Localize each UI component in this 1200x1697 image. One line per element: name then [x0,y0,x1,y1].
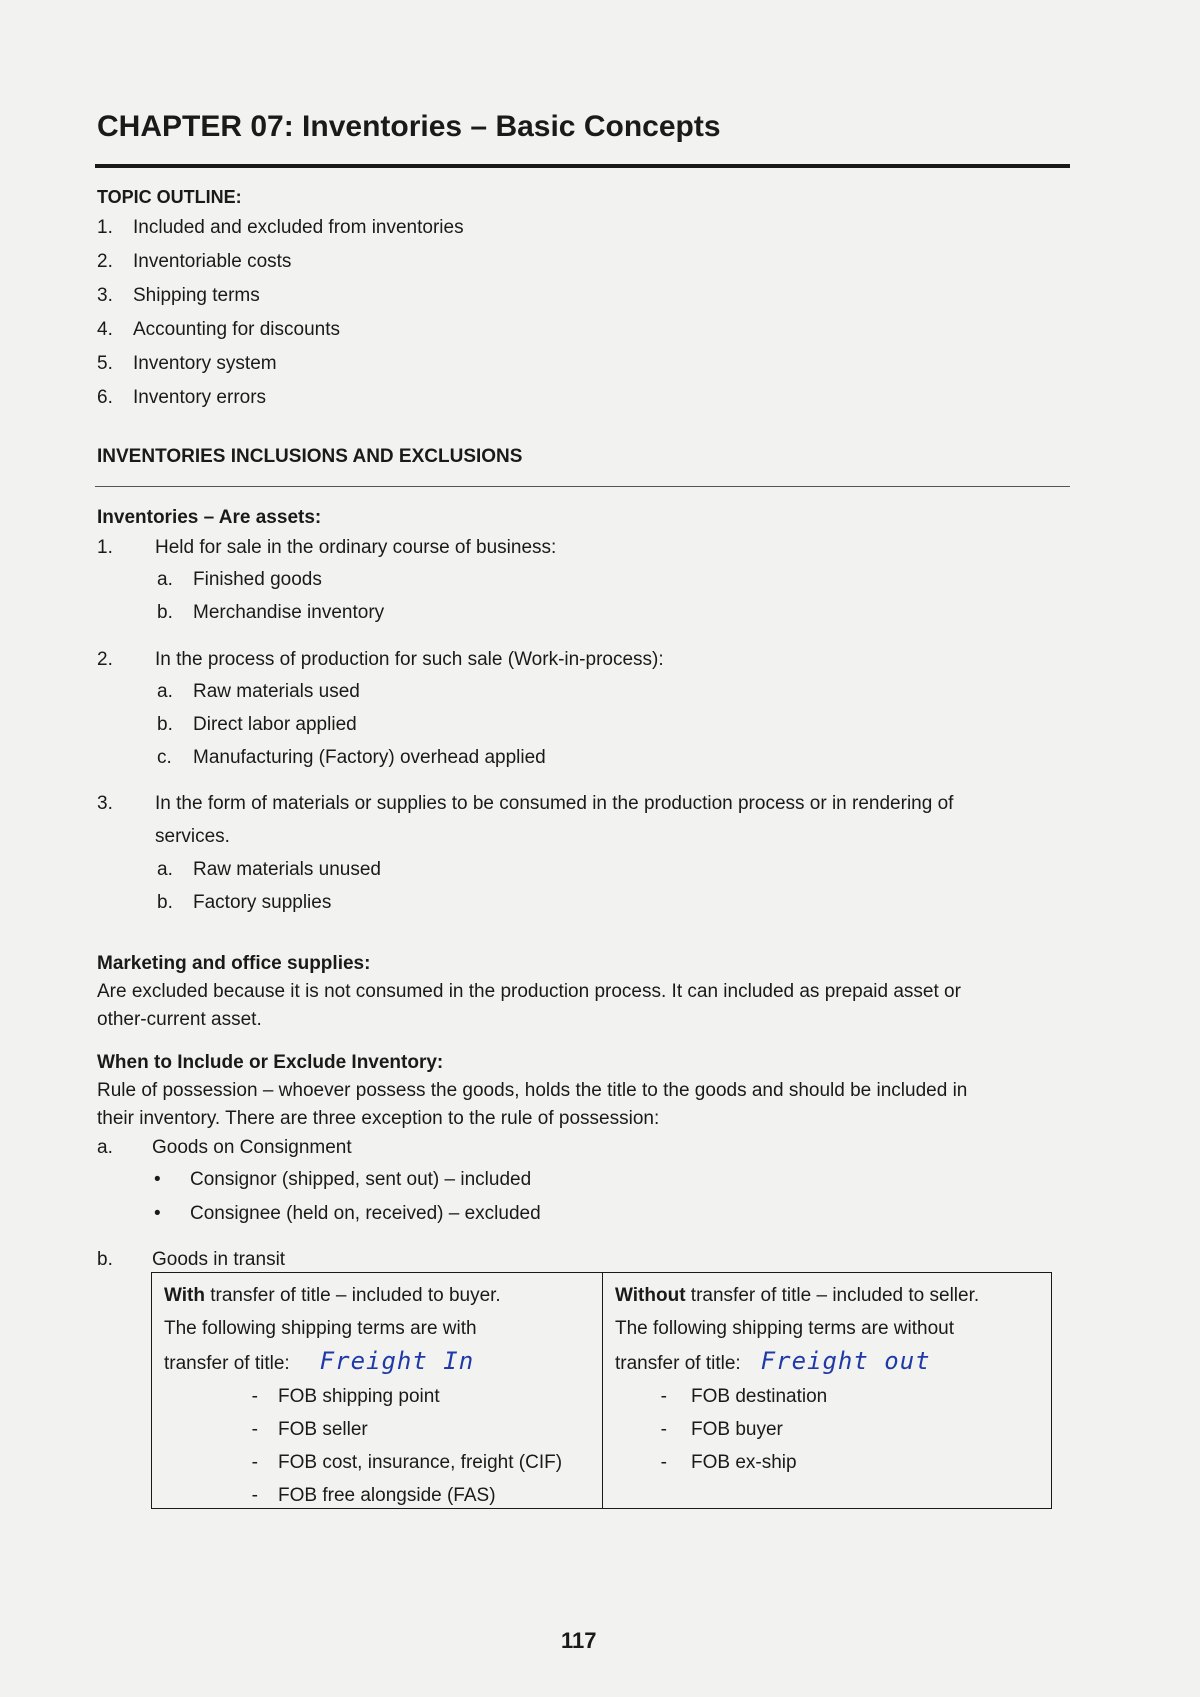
title-rule [95,164,1070,168]
outline-item [97,213,464,247]
handwritten-note: Freight out [760,1347,931,1375]
term-item [615,1380,1039,1413]
sub-text: Manufacturing (Factory) overhead applied [193,747,546,768]
column-title [615,1279,1039,1312]
sub-text: Raw materials used [193,681,360,702]
outline-number: 3. [97,285,113,306]
group-number: 3. [97,793,113,814]
term-item [164,1413,590,1446]
group-number: 1. [97,537,113,558]
sub-letter: b. [157,892,173,913]
outline-text: Shipping terms [133,285,260,306]
sub-letter: b. [157,714,173,735]
sub-text: Merchandise inventory [193,602,385,623]
handwritten-note: Freight In [319,1347,475,1375]
section-rule [95,486,1070,487]
sub-text: Raw materials unused [193,859,381,880]
transit-table [151,1272,1052,1509]
consignment-bullet: Consignor (shipped, sent out) – included [190,1169,532,1190]
column-line-text: transfer of title: [615,1353,741,1374]
column-line: The following shipping terms are without [615,1318,955,1339]
column-title [164,1279,590,1312]
term-text: FOB shipping point [278,1386,440,1407]
sub-letter: a. [157,859,173,880]
term-item [164,1380,590,1413]
outline-number: 5. [97,353,113,374]
sub-text: Factory supplies [193,892,332,913]
outline-text: Inventory system [133,353,277,374]
term-text: FOB buyer [691,1419,783,1440]
term-text: FOB cost, insurance, freight (CIF) [278,1452,563,1473]
transit-letter: b. [97,1249,113,1270]
group-text-cont: services. [155,826,230,847]
bullet-icon: • [154,1169,161,1190]
term-item [164,1446,590,1479]
term-text: FOB free alongside (FAS) [278,1485,496,1506]
sub-letter: a. [157,681,173,702]
group-text: Held for sale in the ordinary course of business: [155,537,557,558]
term-item [615,1446,1039,1479]
term-text: FOB destination [691,1386,828,1407]
group-text: In the process of production for such sale (Work-in-process): [155,649,664,670]
when-line: their inventory. There are three exception to the rule of possession: [97,1108,660,1129]
page-number: 117 [561,1628,597,1653]
group-text: In the form of materials or supplies to be consumed in the production process or in rendering of [155,793,954,814]
when-heading: When to Include or Exclude Inventory: [97,1052,444,1073]
section-heading: INVENTORIES INCLUSIONS AND EXCLUSIONS [97,446,523,467]
dash-icon: - [660,1386,667,1407]
column-line: The following shipping terms are with [164,1318,477,1339]
outline-text: Included and excluded from inventories [133,217,464,238]
transit-label: Goods in transit [152,1249,286,1270]
consignment-letter: a. [97,1137,113,1158]
outline-text: Inventoriable costs [133,251,292,272]
outline-item [97,247,464,281]
column-line-text: transfer of title: [164,1353,290,1374]
outline-number: 2. [97,251,113,272]
dash-icon: - [251,1386,258,1407]
column-line [164,1345,590,1380]
topic-outline-list [97,213,464,417]
consignment-label: Goods on Consignment [152,1137,352,1158]
dash-icon: - [251,1419,258,1440]
term-item [615,1413,1039,1446]
chapter-title: CHAPTER 07: Inventories – Basic Concepts [97,110,721,143]
outline-number: 6. [97,387,113,408]
outline-item [97,315,464,349]
sub-text: Direct labor applied [193,714,357,735]
column-title-bold: With [164,1285,205,1306]
topic-outline-label: TOPIC OUTLINE: [97,187,242,207]
dash-icon: - [251,1485,258,1506]
outline-number: 4. [97,319,113,340]
term-text: FOB seller [278,1419,368,1440]
outline-text: Accounting for discounts [133,319,341,340]
marketing-heading: Marketing and office supplies: [97,953,371,974]
column-title-bold: Without [615,1285,686,1306]
outline-text: Inventory errors [133,387,267,408]
outline-item [97,349,464,383]
dash-icon: - [660,1419,667,1440]
assets-heading: Inventories – Are assets: [97,507,322,528]
bullet-icon: • [154,1203,161,1224]
column-title-rest: transfer of title – included to seller. [685,1285,980,1306]
outline-number: 1. [97,217,113,238]
column-line [615,1345,1039,1380]
group-number: 2. [97,649,113,670]
sub-letter: c. [157,747,172,768]
when-line: Rule of possession – whoever possess the goods, holds the title to the goods and should be included in [97,1080,968,1101]
marketing-line: Are excluded because it is not consumed in the production process. It can included as prepaid asset or [97,981,961,1002]
sub-letter: b. [157,602,173,623]
consignment-bullet: Consignee (held on, received) – excluded [190,1203,541,1224]
outline-item [97,281,464,315]
term-text: FOB ex-ship [691,1452,797,1473]
with-title-column [152,1273,603,1508]
sub-letter: a. [157,569,173,590]
column-title-rest: transfer of title – included to buyer. [204,1285,501,1306]
marketing-line: other-current asset. [97,1009,262,1030]
sub-text: Finished goods [193,569,322,590]
dash-icon: - [660,1452,667,1473]
outline-item [97,383,464,417]
without-title-column [603,1273,1051,1508]
term-item [164,1479,590,1512]
dash-icon: - [251,1452,258,1473]
